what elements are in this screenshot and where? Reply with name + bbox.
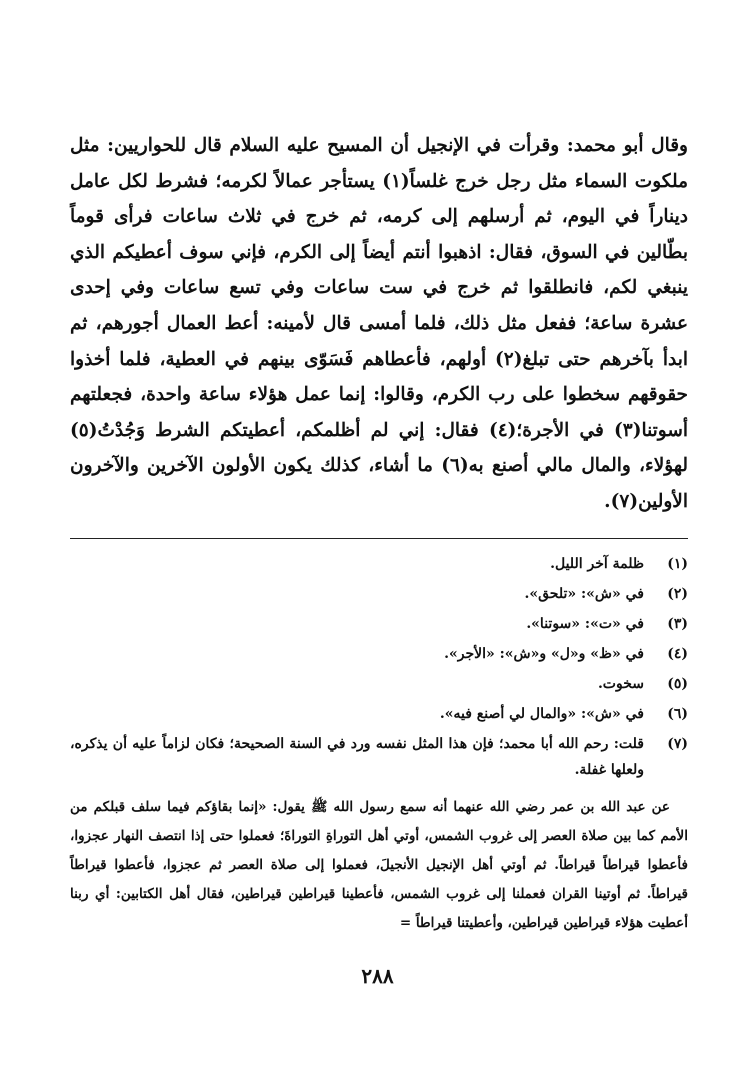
footnote-text: في «ش»: «تلحق». (524, 585, 644, 602)
footnote-item (70, 549, 688, 579)
footnote-item (70, 699, 688, 729)
footnote-text: قلت: رحم الله أبا محمد؛ فإن هذا المثل نفسه ورد في السنة الصحيحة؛ فكان لزاماً عليه أن يذكره، ولعلها غفلة. (70, 735, 644, 778)
footnotes-list (70, 549, 688, 783)
footnote-text: في «ت»: «سوتنا». (526, 615, 644, 632)
footnote-item (70, 609, 688, 639)
footnote-number: (٥) (667, 675, 688, 692)
footnote-text: سخوت. (597, 675, 644, 692)
footnote-number: (٤) (667, 645, 688, 662)
footnote-item (70, 731, 688, 783)
main-paragraph: وقال أبو محمد: وقرأت في الإنجيل أن المسيح عليه السلام قال للحواريين: مثل ملكوت السماء مثل رجل خرج غلساً(١) يستأجر عمالاً لكرمه؛ فشرط لكل عامل ديناراً في اليوم، ثم أرسلهم إلى كرمه، ثم خرج في ثلاث ساعات فرأى قوماً بطّالين في السوق، فقال: اذهبوا أنتم أيضاً إلى الكرم، فإني سوف أعطيكم الذي ينبغي لكم، فانطلقوا ثم خرج في ست ساعات وفي تسع ساعات وفي إحدى عشرة ساعة؛ ففعل مثل ذلك، فلما أمسى قال لأمينه: أعط العمال أجورهم، ثم ابدأ بآخرهم حتى تبلغ(٢) أولهم، فأعطاهم فَسَوّى بينهم في العطية، فلما أخذوا حقوقهم سخطوا على رب الكرم، وقالوا: إنما عمل هؤلاء ساعة واحدة، فجعلتهم أسوتنا(٣) في الأجرة؛(٤) فقال: إني لم أظلمكم، أعطيتكم الشرط وَجُدْتُ(٥) لهؤلاء، والمال مالي أصنع به(٦) ما أشاء، كذلك يكون الأولون الآخرين والآخرون الأولين(٧). (70, 135, 689, 512)
footnote-item (70, 669, 688, 699)
footnote-text: ظلمة آخر الليل. (550, 555, 644, 572)
footnote-text: في «ش»: «والمال لي أصنع فيه». (439, 705, 644, 722)
footnote-item (70, 579, 688, 609)
footnote-item (70, 639, 688, 669)
footnote-text: في «ظ» و«ل» و«ش»: «الأجر». (444, 645, 644, 662)
hadith-text: عن عبد الله بن عمر رضي الله عنهما أنه سمع رسول الله ﷺ يقول: «إنما بقاؤكم فيما سلف قبلكم من الأمم كما بين صلاة العصر إلى غروب الشمس، أوتي أهل التوراةِ التوراةَ؛ فعملوا حتى إذا انتصف النهار عجزوا، فأعطوا قيراطاً قيراطاً. ثم أوتي أهل الإنجيل الأنجيلَ، فعملوا إلى صلاة العصر ثم عجزوا، فأعطوا قيراطاً قيراطاً. ثم أوتينا القران فعملنا إلى غروب الشمس، فأعطينا قيراطين قيراطين، فقال أهل الكتابين: أي ربنا أعطيت هؤلاء قيراطين قيراطين، وأعطيتنا قيراطاً = (70, 798, 688, 931)
page-number: ٢٨٨ (361, 964, 394, 988)
footnote-number: (٢) (667, 585, 688, 602)
footnote-number: (٧) (667, 735, 688, 752)
main-text (70, 128, 688, 520)
footnote-number: (٦) (667, 705, 688, 722)
page-content (70, 128, 688, 951)
footnote-separator (70, 538, 688, 539)
footnote-number: (٣) (667, 615, 688, 632)
footnote-number: (١) (667, 555, 688, 572)
